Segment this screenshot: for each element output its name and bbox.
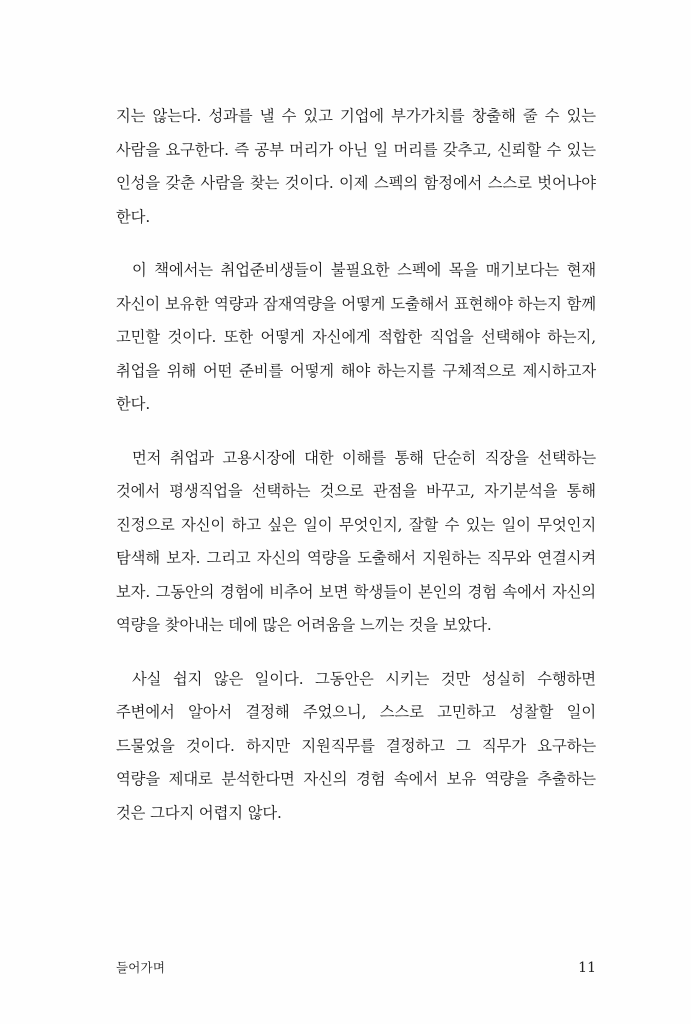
paragraph: 지는 않는다. 성과를 낼 수 있고 기업에 부가가치를 창출해 줄 수 있는 사람을 요구한다. 즉 공부 머리가 아닌 일 머리를 갖추고, 신뢰할 수 있는 인성을 갖춘 사람을 찾는 것이다. 이제 스펙의 함정에서 스스로 벗어나야 한다.	[116, 107, 596, 226]
footer-section-label: 들어가며	[116, 960, 166, 975]
paragraph: 이 책에서는 취업준비생들이 불필요한 스펙에 목을 매기보다는 현재 자신이 보유한 역량과 잠재역량을 어떻게 도출해서 표현해야 하는지 함께 고민할 것이다. 또한 어떻게 자신에게 적합한 직업을 선택해야 하는지, 취업을 위해 어떤 준비를 어떻게 해야 하는지를 구체적으로 제시하고자 한다.	[116, 261, 596, 413]
page-number: 11	[578, 960, 596, 976]
paragraph: 사실 쉽지 않은 일이다. 그동안은 시키는 것만 성실히 수행하면 주변에서 알아서 결정해 주었으니, 스스로 고민하고 성찰할 일이 드물었을 것이다. 하지만 지원직무를 결정하고 그 직무가 요구하는 역량을 제대로 분석한다면 자신의 경험 속에서 보유 역량을 추출하는 것은 그다지 어렵지 않다.	[116, 669, 596, 822]
paragraph: 먼저 취업과 고용시장에 대한 이해를 통해 단순히 직장을 선택하는 것에서 평생직업을 선택하는 것으로 관점을 바꾸고, 자기분석을 통해 진정으로 자신이 하고 싶은 일이 무엇인지, 잘할 수 있는 일이 무엇인지 탐색해 보자. 그리고 자신의 역량을 도출해서 지원하는 직무와 연결시켜 보자. 그동안의 경험에 비추어 보면 학생들이 본인의 경험 속에서 자신의 역량을 찾아내는 데에 많은 어려움을 느끼는 것을 보았다.	[116, 448, 596, 634]
page-body	[116, 100, 596, 830]
page-footer	[116, 958, 596, 976]
